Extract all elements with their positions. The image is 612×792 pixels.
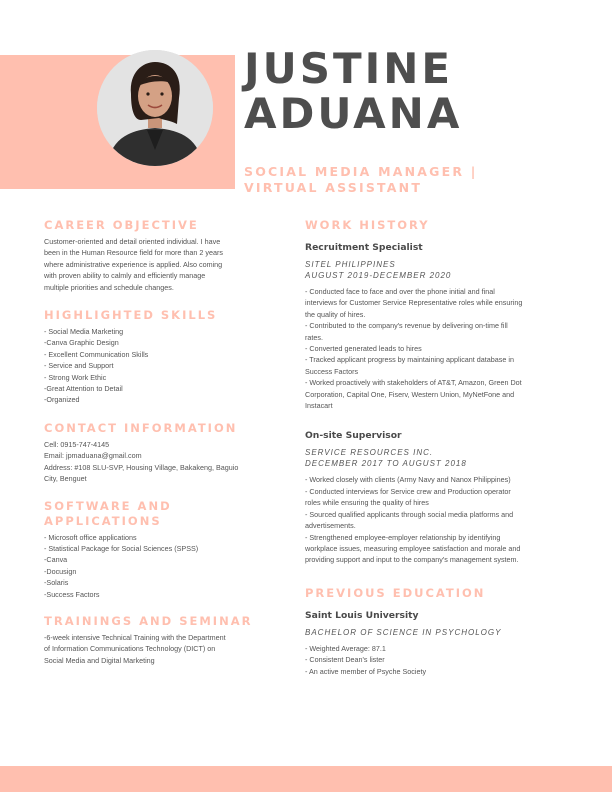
text-line: interviews for Customer Service Representative roles while ensuring [305,298,523,308]
list-item: -Organized [44,395,80,405]
right-column [305,218,567,677]
text-line: Customer-oriented and detail oriented individual. I have [44,237,221,246]
job-dates: DECEMBER 2017 TO AUGUST 2018 [305,459,467,469]
text-line: -6-week intensive Technical Training with the Department [44,632,226,642]
school-name: Saint Louis University [305,609,419,621]
profile-photo [97,50,213,166]
accent-band-bottom [0,766,612,792]
job-subtitle [244,164,477,196]
list-item: -Docusign [44,566,77,576]
work-history-heading: WORK HISTORY [305,218,430,232]
education-heading: PREVIOUS EDUCATION [305,585,486,600]
text-line: where administrative experience is applied. Also coming [44,259,223,269]
list-item: - Strong Work Ethic [44,372,107,382]
skills-heading: HIGHLIGHTED SKILLS [44,308,218,323]
list-item: -Great Attention to Detail [44,384,123,394]
trainings-text [44,632,266,666]
company-name: SITEL PHILIPPINES [305,260,396,269]
address-text: City, Benguet [44,474,87,484]
text-line: of Information Communications Technology (DICT) on [44,644,216,654]
email-text: Email: jpmaduana@gmail.com [44,451,142,461]
text-line: advertisements. [305,521,356,531]
text-line: multiple priorities and schedule changes. [44,282,174,292]
left-column [44,218,266,666]
text-line: been in the Human Resource field for more than 2 years [44,248,223,258]
subtitle-line: SOCIAL MEDIA MANAGER | [244,164,478,179]
list-item: -Canva [44,555,68,565]
text-line: - Conducted face to face and over the phone initial and final [305,287,495,296]
career-objective-text [44,236,266,293]
text-line: - Tracked applicant progress by maintaining applicant database in [305,355,514,365]
text-line: - Strengthened employee-employer relationship by identifying [305,532,501,542]
career-objective-heading: CAREER OBJECTIVE [44,218,199,232]
list-item: - Microsoft office applications [44,532,137,542]
text-line: the quality of hires. [305,309,366,319]
company-name: SERVICE RESOURCES INC. [305,448,434,458]
text-line: - Conducted interviews for Service crew and Production operator [305,486,511,496]
skills-list [44,326,266,406]
text-line: roles while ensuring the quality of hires [305,498,429,508]
list-item: - Consistent Dean's lister [305,655,385,665]
software-list [44,532,266,600]
job-title: On-site Supervisor [305,430,402,442]
job-entry [305,429,567,565]
list-item: - Service and Support [44,361,114,371]
job-entry [305,241,567,411]
text-line: - Worked proactively with stakeholders of AT&T, Amazon, Green Dot [305,378,522,388]
list-item: -Canva Graphic Design [44,338,119,348]
list-item: - Weighted Average: 87.1 [305,643,386,653]
job-title: Recruitment Specialist [305,242,423,253]
list-item: - Social Media Marketing [44,327,124,337]
text-line: workplace issues, measuring employee satisfaction and morale and [305,543,521,553]
last-name: ADUANA [244,89,463,138]
text-line: providing support and input to the company's management system. [305,555,519,565]
list-item: - An active member of Psyche Society [305,666,427,676]
phone-text: Cell: 0915-747-4145 [44,439,110,449]
list-item: - Statistical Package for Social Sciences (SPSS) [44,543,199,553]
text-line: - Contributed to the company's revenue by delivering on-time fill [305,321,508,331]
job-dates: AUGUST 2019-DECEMBER 2020 [305,271,452,280]
subtitle-line: VIRTUAL ASSISTANT [244,180,423,195]
text-line: rates. [305,332,323,342]
text-line: Instacart [305,401,333,411]
text-line: with proven ability to calmly and efficiently manage [44,271,206,281]
candidate-name [244,46,462,136]
list-item: - Excellent Communication Skills [44,349,149,359]
text-line: Social Media and Digital Marketing [44,655,155,665]
text-line: - Sourced qualified applicants through social media platforms and [305,509,514,519]
first-name: JUSTINE [244,44,454,93]
education-list [305,643,567,677]
text-line: Success Factors [305,366,359,376]
job-description [305,474,567,565]
person-icon [97,50,213,166]
list-item: -Success Factors [44,589,100,599]
text-line: Corporation, Capital One, Fiserv, Western Union, MyNetFone and [305,389,515,399]
software-heading [44,499,266,529]
address-text: Address: #108 SLU-SVP, Housing Village, Bakakeng, Baguio [44,462,239,472]
text-line: - Converted generated leads to hires [305,344,422,354]
heading-line: SOFTWARE AND [44,498,172,513]
heading-line: APPLICATIONS [44,513,162,528]
contact-heading: CONTACT INFORMATION [44,420,238,435]
list-item: -Solaris [44,578,69,588]
degree-name: BACHELOR OF SCIENCE IN PSYCHOLOGY [305,627,502,637]
job-description [305,286,567,411]
text-line: - Worked closely with clients (Army Navy and Nanox Philippines) [305,475,511,485]
contact-info [44,439,266,485]
trainings-heading: TRAININGS AND SEMINAR [44,613,253,628]
